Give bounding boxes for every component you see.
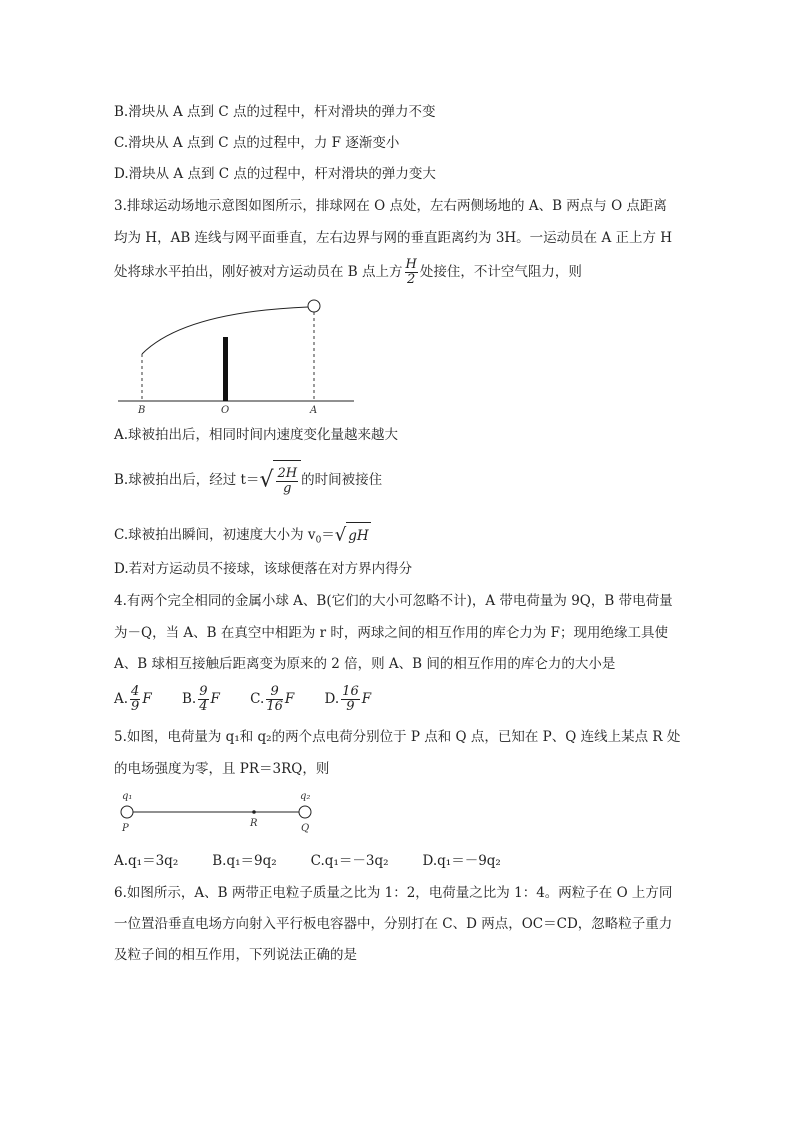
prev-option-b: B.滑块从 A 点到 C 点的过程中，杆对滑块的弹力不变 xyxy=(114,104,436,120)
q5-diagram xyxy=(114,788,324,836)
q4-stem-line3: A、B 球相互接触后距离变为原来的 2 倍，则 A、B 间的相互作用的库仑力的大小是 xyxy=(114,656,616,672)
q6-stem-line2: 一位置沿垂直电场方向射入平行板电容器中，分别打在 C、D 两点，OC＝CD，忽略粒子重力 xyxy=(114,916,673,932)
q4-option-c: C. $\frac{9}{16}$ F xyxy=(250,684,295,714)
ball-icon xyxy=(308,300,320,312)
label-q: Q xyxy=(301,823,310,834)
q3-option-b-pre: B.球被拍出后，经过 t＝ xyxy=(114,472,260,488)
q3-option-b xyxy=(114,460,382,501)
q3-option-d: D.若对方运动员不接球，该球便落在对方界内得分 xyxy=(114,561,413,577)
label-q2: q₂ xyxy=(300,791,311,802)
prev-option-c: C.滑块从 A 点到 C 点的过程中，力 F 逐渐变小 xyxy=(114,135,400,151)
q3-option-b-sqrt: √ $\frac{2H}{g}$ xyxy=(259,460,301,501)
q3-option-a: A.球被拍出后，相同时间内速度变化量越来越大 xyxy=(114,427,399,443)
q5-stem-line1: 5.如图，电荷量为 q₁和 q₂的两个点电荷分别位于 P 点和 Q 点，已知在 P、Q 连线上某点 R 处 xyxy=(114,729,681,745)
q3-stem-line2: 均为 H，AB 连线与网平面垂直，左右边界与网的垂直距离约为 3H。一运动员在 A 正上方 H xyxy=(114,230,673,246)
net-post xyxy=(223,337,228,401)
label-b: B xyxy=(138,405,146,416)
q4-stem-line2: 为－Q，当 A、B 在真空中相距为 r 时，两球之间的相互作用的库仑力为 F；现用绝缘工具使 xyxy=(114,625,669,641)
q3-stem-line3 xyxy=(114,256,582,288)
label-q1: q₁ xyxy=(122,791,133,802)
q5-stem-line2: 的电场强度为零，且 PR＝3RQ，则 xyxy=(114,761,330,777)
q3-stem-line1: 3.排球运动场地示意图如图所示，排球网在 O 点处，左右两侧场地的 A、B 两点与 O 点距离 xyxy=(114,198,667,214)
prev-option-d: D.滑块从 A 点到 C 点的过程中，杆对滑块的弹力变大 xyxy=(114,166,436,182)
label-a: A xyxy=(310,405,318,416)
charge-q-icon xyxy=(299,806,311,818)
q5-option-b: B.q₁＝9q₂ xyxy=(212,853,277,869)
q3-stem-line3-b: 处接住，不计空气阻力，则 xyxy=(419,264,582,280)
q3-option-c-sqrt: √ gH xyxy=(335,522,371,549)
charge-p-icon xyxy=(121,806,133,818)
q4-option-b: B. $\frac{9}{4}$ F xyxy=(182,684,220,714)
label-r: R xyxy=(250,818,258,829)
q5-option-c: C.q₁＝－3q₂ xyxy=(310,853,389,869)
q3-fraction-h-over-2: $\frac{H}{2}$ xyxy=(405,257,417,287)
q6-stem-line1: 6.如图所示，A、B 两带正电粒子质量之比为 1：2，电荷量之比为 1：4。两粒子在 O 上方同 xyxy=(114,885,673,901)
q3-option-b-post: 的时间被接住 xyxy=(301,472,383,488)
q6-stem-line3: 及粒子间的相互作用，下列说法正确的是 xyxy=(114,947,357,963)
q4-option-a: A. $\frac{4}{9}$ F xyxy=(114,684,152,714)
q4-option-d: D. $\frac{16}{9}$ F xyxy=(324,684,372,714)
q5-option-d: D.q₁＝－9q₂ xyxy=(422,853,501,869)
point-r-icon xyxy=(252,810,256,814)
q5-option-a: A.q₁＝3q₂ xyxy=(114,853,179,869)
label-o: O xyxy=(221,405,230,416)
q3-diagram xyxy=(114,292,364,418)
q4-stem-line1: 4.有两个完全相同的金属小球 A、B(它们的大小可忽略不计)，A 带电荷量为 9Q，B 带电荷量 xyxy=(114,593,673,609)
q3-stem-line3-a: 处将球水平拍出，刚好被对方运动员在 B 点上方 xyxy=(114,264,403,280)
q3-option-c: C.球被拍出瞬间，初速度大小为 $v_0=√$ gH xyxy=(114,522,371,554)
q4-options xyxy=(114,682,397,716)
q5-options xyxy=(114,851,527,871)
label-p: P xyxy=(122,823,129,834)
